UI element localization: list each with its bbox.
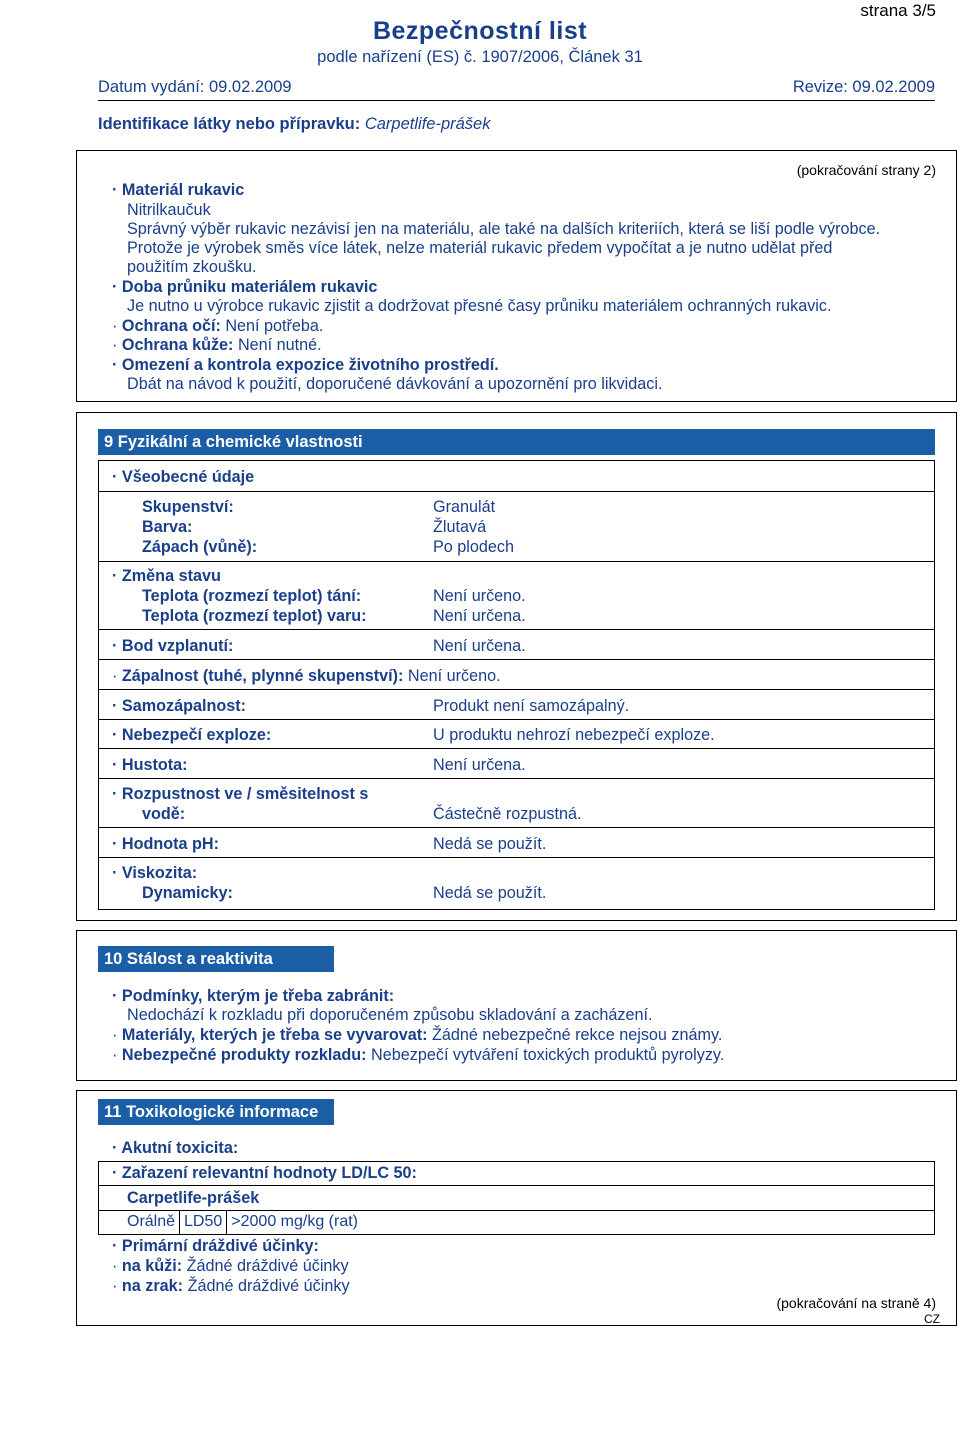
- penetration-text: Je nutno u výrobce rukavic zjistit a dodržovat přesné časy průniku materiálem ochranných rukavic.: [127, 297, 832, 315]
- irritant-label: · Primární dráždivé účinky:: [112, 1237, 319, 1255]
- continuation-note: (pokračování strany 2): [796, 162, 936, 178]
- materials-to-avoid: · Materiály, kterých je třeba se vyvarovat: Žádné nebezpečné rekce nejsou známy.: [112, 1026, 723, 1044]
- document-subtitle: podle nařízení (ES) č. 1907/2006, Článek 31: [317, 48, 643, 66]
- ph-label: · Hodnota pH:: [112, 835, 219, 853]
- general-info-label: · Všeobecné údaje: [112, 468, 255, 486]
- viscosity-label: · Viskozita:: [112, 864, 198, 882]
- solubility-value: Částečně rozpustná.: [433, 805, 582, 823]
- flash-point-value: Není určena.: [433, 637, 526, 655]
- penetration-label: · Doba průniku materiálem rukavic: [112, 278, 378, 296]
- divider: [98, 827, 935, 828]
- identification-value: Carpetlife-prášek: [364, 115, 491, 133]
- divider: [98, 659, 935, 660]
- ph-value: Nedá se použít.: [433, 835, 547, 853]
- document-title: Bezpečnostní list: [372, 17, 588, 45]
- toxicity-table: [123, 1210, 362, 1234]
- explosion-label: · Nebezpečí exploze:: [112, 726, 272, 744]
- issue-date: Datum vydání: 09.02.2009: [98, 78, 292, 96]
- self-ignition-label: · Samozápalnost:: [112, 697, 247, 715]
- glove-text-3: použitím zkoušku.: [127, 258, 257, 276]
- solubility-label: · Rozpustnost ve / směsitelnost s: [112, 785, 369, 803]
- language-code: CZ: [924, 1312, 940, 1326]
- divider: [98, 778, 935, 779]
- divider: [98, 748, 935, 749]
- divider: [98, 561, 935, 562]
- dynamic-viscosity-label: Dynamicky:: [142, 884, 233, 902]
- solubility-label-2: vodě:: [142, 805, 186, 823]
- melting-value: Není určeno.: [433, 587, 526, 605]
- acute-toxicity-label: · Akutní toxicita:: [112, 1139, 239, 1157]
- eye-irritation: · na zrak: Žádné dráždivé účinky: [112, 1277, 350, 1295]
- header-rule: [98, 100, 935, 101]
- continuation-next: (pokračování na straně 4): [776, 1295, 936, 1311]
- value-cell: >2000 mg/kg (rat): [231, 1213, 359, 1230]
- product-name: Carpetlife-prášek: [127, 1189, 260, 1207]
- odor-label: Zápach (vůně):: [142, 538, 258, 556]
- section-10-header: 10 Stálost a reaktivita: [98, 946, 334, 972]
- form-value: Granulát: [433, 498, 496, 516]
- glove-material-value: Nitrilkaučuk: [127, 201, 211, 219]
- dynamic-viscosity-value: Nedá se použít.: [433, 884, 547, 902]
- skin-irritation: · na kůži: Žádné dráždivé účinky: [112, 1257, 349, 1275]
- state-change-label: · Změna stavu: [112, 567, 221, 585]
- odor-value: Po plodech: [433, 538, 515, 556]
- divider: [98, 689, 935, 690]
- eye-protection: · Ochrana očí: Není potřeba.: [112, 317, 324, 335]
- divider: [98, 1185, 935, 1186]
- glove-text-1: Správný výběr rukavic nezávisí jen na materiálu, ale také na dalších kriteriích, která se liší podle výrobce.: [127, 220, 881, 238]
- flammability: · Zápalnost (tuhé, plynné skupenství): Není určeno.: [112, 667, 501, 685]
- boiling-value: Není určena.: [433, 607, 526, 625]
- identification-label: Identifikace látky nebo přípravku:: [98, 115, 361, 133]
- revision-date: Revize: 09.02.2009: [792, 78, 935, 96]
- color-value: Žlutavá: [433, 518, 487, 536]
- skin-protection: · Ochrana kůže: Není nutné.: [112, 336, 322, 354]
- color-label: Barva:: [142, 518, 193, 536]
- self-ignition-value: Produkt není samozápalný.: [433, 697, 630, 715]
- env-exposure-label: · Omezení a kontrola expozice životního prostředí.: [112, 356, 499, 374]
- flash-point-label: · Bod vzplanutí:: [112, 637, 234, 655]
- section-11-header: 11 Toxikologické informace: [98, 1099, 334, 1125]
- table-row: [123, 1210, 362, 1234]
- density-value: Není určena.: [433, 756, 526, 774]
- decomposition-products: · Nebezpečné produkty rozkladu: Nebezpečí vytváření toxických produktů pyrolyzy.: [112, 1046, 725, 1064]
- boiling-label: Teplota (rozmezí teplot) varu:: [142, 607, 367, 625]
- identification: [98, 114, 490, 135]
- type-cell: LD50: [180, 1210, 227, 1234]
- divider: [98, 629, 935, 630]
- conditions-label: · Podmínky, kterým je třeba zabránit:: [112, 987, 395, 1005]
- page-number: strana 3/5: [860, 1, 936, 20]
- divider: [98, 719, 935, 720]
- glove-material-label: · Materiál rukavic: [112, 181, 245, 199]
- section-9-header: 9 Fyzikální a chemické vlastnosti: [98, 429, 935, 455]
- explosion-value: U produktu nehrozí nebezpečí exploze.: [433, 726, 715, 744]
- env-exposure-text: Dbát na návod k použití, doporučené dávkování a upozornění pro likvidaci.: [127, 375, 663, 393]
- melting-label: Teplota (rozmezí teplot) tání:: [142, 587, 362, 605]
- ld-label: · Zařazení relevantní hodnoty LD/LC 50:: [112, 1164, 417, 1182]
- route-cell: Orálně: [123, 1210, 180, 1234]
- divider: [98, 857, 935, 858]
- form-label: Skupenství:: [142, 498, 234, 516]
- divider: [98, 491, 935, 492]
- conditions-text: Nedochází k rozkladu při doporučeném způsobu skladování a zacházení.: [127, 1006, 653, 1024]
- glove-text-2: Protože je výrobek směs více látek, nelze materiál rukavic předem vypočítat a je nutno udělat před: [127, 239, 833, 257]
- density-label: · Hustota:: [112, 756, 188, 774]
